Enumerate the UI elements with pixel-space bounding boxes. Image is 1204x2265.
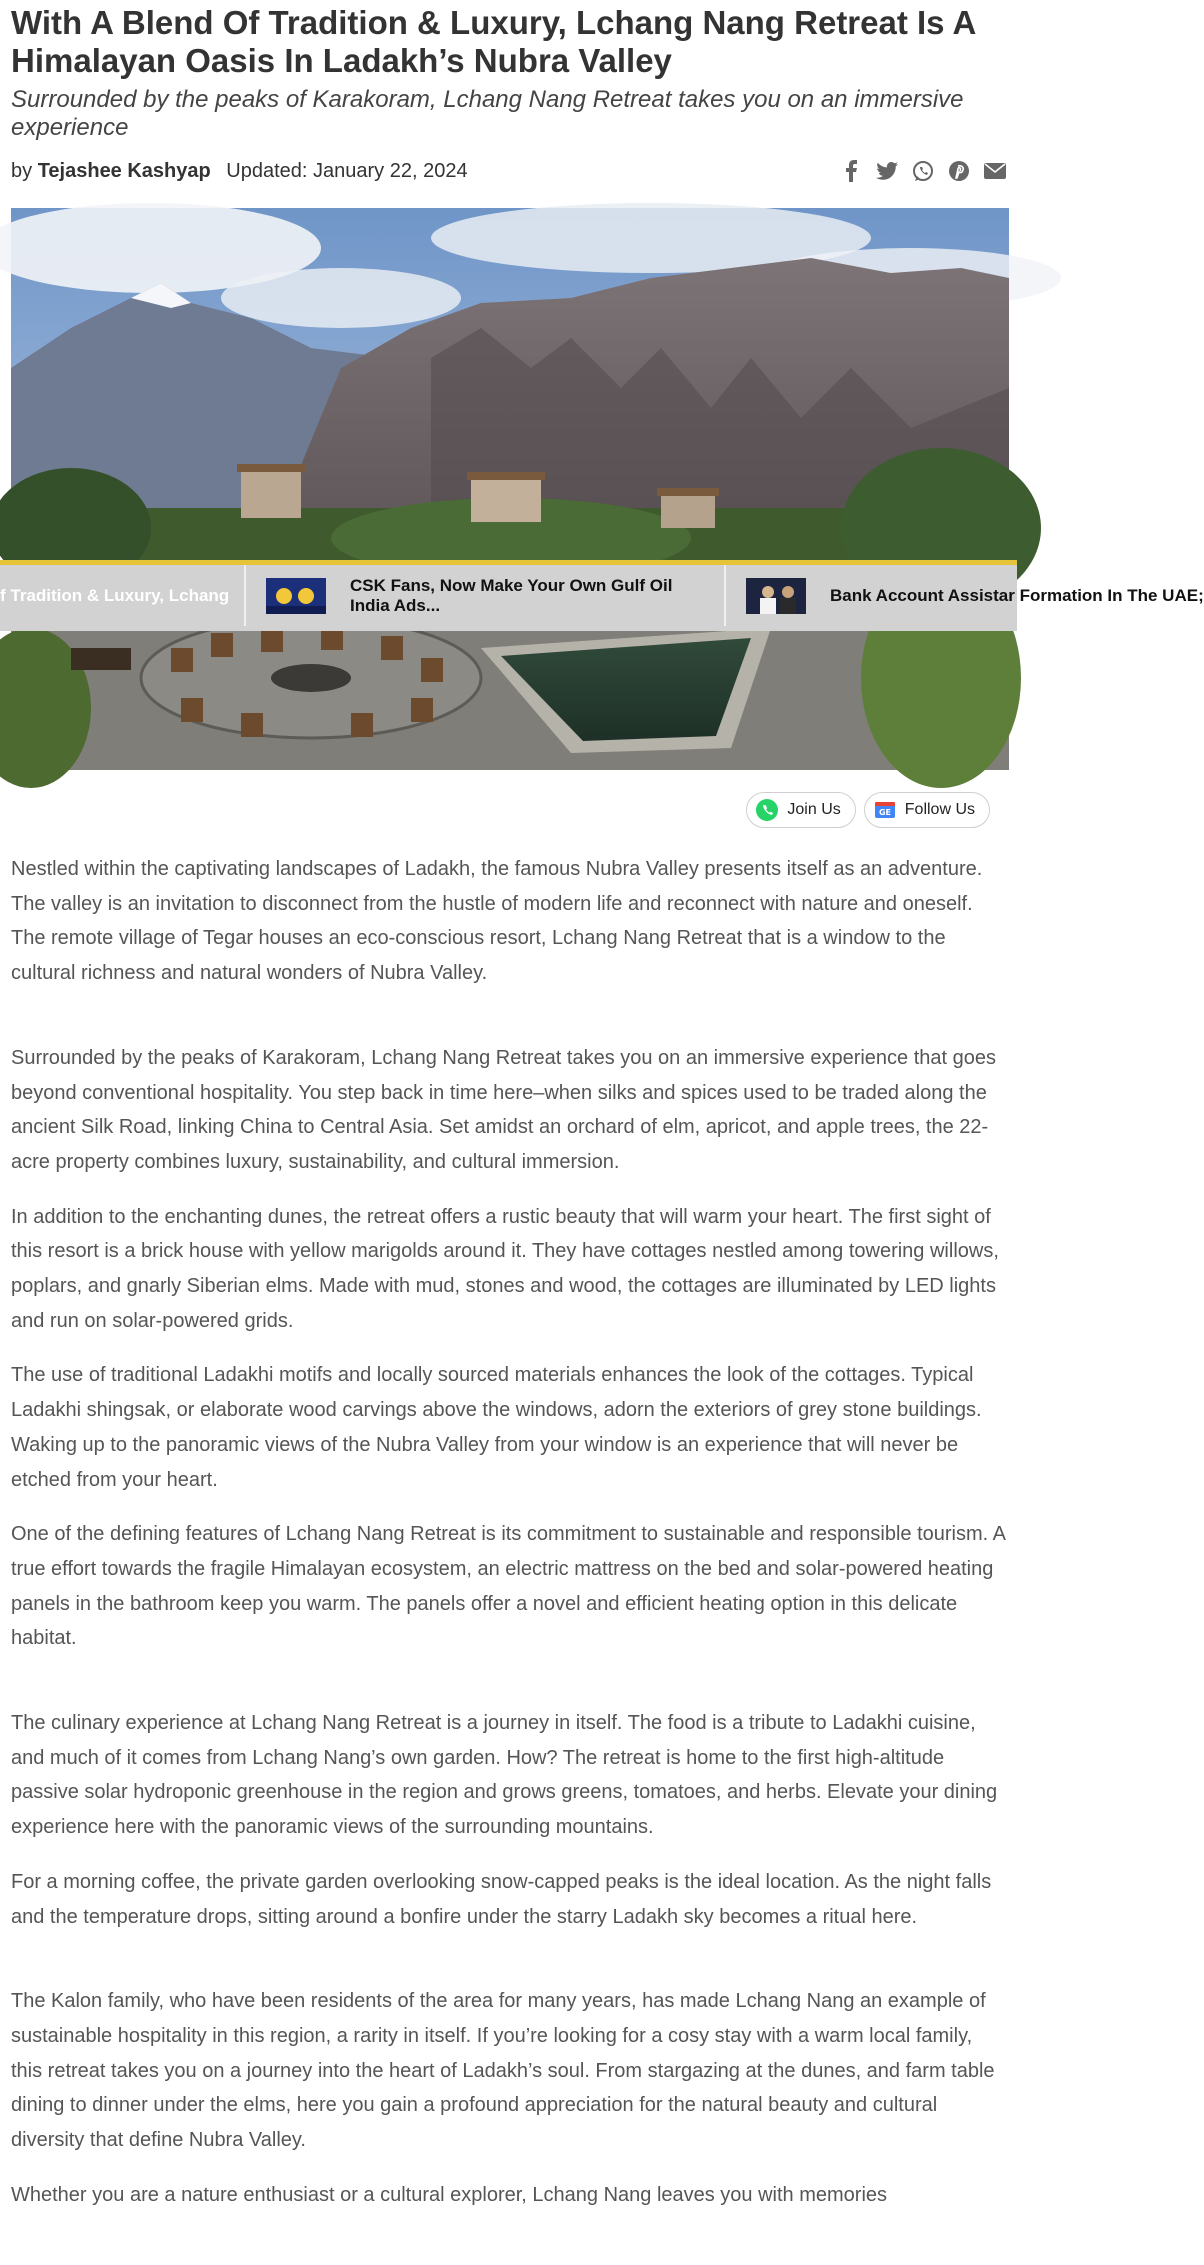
article-paragraph: Nestled within the captivating landscapes of Ladakh, the famous Nubra Valley presents itself as an adventure. The valley is an invitation to disconnect from the hustle of modern life and reconnect with nature and oneself. The remote village of Tegar houses an eco-conscious resort, Lchang Nang Retreat that is a window to the cultural richness and natural wonders of Nubra Valley. [11, 858, 983, 985]
ticker-item[interactable] [746, 565, 1204, 626]
author-link[interactable]: Tejashee Kashyap [37, 160, 211, 182]
join-us-button[interactable] [746, 792, 855, 828]
follow-us-label: Follow Us [904, 801, 975, 818]
article-paragraph: Whether you are a nature enthusiast or a cultural explorer, Lchang Nang leaves you with memories [11, 2183, 888, 2206]
ticker-item-label: CSK Fans, Now Make Your Own Gulf Oil India Ads... [350, 575, 673, 615]
article-header [11, 0, 1006, 186]
article-paragraph: In addition to the enchanting dunes, the retreat offers a rustic beauty that will warm your heart. The first sight of this resort is a brick house with yellow marigolds around it. They have cottages nestled among towering willows, poplars, and gnarly Siberian elms. Made with mud, stones and wood, the cottages are illuminated by LED lights and run on solar-powered grids. [11, 1205, 999, 1332]
email-icon[interactable] [984, 160, 1006, 182]
article-subtitle: Surrounded by the peaks of Karakoram, Lchang Nang Retreat takes you on an immersive experience [11, 86, 964, 141]
article-paragraph: One of the defining features of Lchang Nang Retreat is its commitment to sustainable and responsible tourism. A true effort towards the fragile Himalayan ecosystem, an electric mattress on the bed and solar-powered heating panels in the bathroom keep you warm. The panels offer a novel and efficient heating option in this delicate habitat. [11, 1523, 1005, 1650]
article-paragraph: For a morning coffee, the private garden overlooking snow-capped peaks is the ideal location. As the night falls and the temperature drops, sitting around a bonfire under the starry Ladakh sky becomes a ritual here. [11, 1870, 992, 1928]
ticker-item[interactable] [266, 565, 706, 626]
ticker-item[interactable] [0, 565, 240, 626]
article-paragraph: The use of traditional Ladakhi motifs and locally sourced materials enhances the look of the cottages. Typical Ladakhi shingsak, or elaborate wood carvings above the windows, adorn the exteriors of grey stone buildings. Waking up to the panoramic views of the Nubra Valley from your window is an experience that will never be etched from your heart. [11, 1364, 982, 1491]
ticker-thumbnail [266, 578, 326, 614]
byline [11, 156, 1006, 186]
article-title: With A Blend Of Tradition & Luxury, Lchang Nang Retreat Is A Himalayan Oasis In Ladakh’s Nubra Valley [11, 4, 976, 79]
ticker-item-label: f Tradition & Luxury, Lchang [0, 585, 230, 605]
svg-text:GE: GE [878, 808, 891, 817]
share-bar [840, 160, 1006, 182]
twitter-icon[interactable] [876, 160, 898, 182]
article-body [11, 852, 1006, 2233]
join-us-label: Join Us [787, 801, 841, 818]
whatsapp-icon [755, 798, 779, 822]
article-paragraph: The Kalon family, who have been residents of the area for many years, has made Lchang Nang an example of sustainable hospitality in this region, a rarity in itself. If you’re looking for a cosy stay with a warm local family, this retreat takes you on a journey into the heart of Ladakh’s soul. From stargazing at the dunes, and farm table dining to dinner under the elms, here you gain a profound appreciation for the natural beauty and cultural diversity that define Nubra Valley. [11, 1990, 995, 2152]
ticker-divider [724, 565, 726, 626]
article-paragraph: Surrounded by the peaks of Karakoram, Lchang Nang Retreat takes you on an immersive experience that goes beyond conventional hospitality. You step back in time here–when silks and spices used to be traded along the ancient Silk Road, linking China to Central Asia. Set amidst an orchard of elm, apricot, and apple trees, the 22-acre property combines luxury, sustainability, and cultural immersion. [11, 1046, 997, 1173]
ticker-thumbnail [746, 578, 806, 614]
pinterest-icon[interactable] [948, 160, 970, 182]
ticker-item-label: Bank Account Assistar Formation In The UAE; [830, 585, 1204, 605]
byline-prefix: by [11, 160, 33, 182]
follow-us-button[interactable] [864, 792, 990, 828]
hero-image [11, 208, 1009, 770]
article-paragraph: The culinary experience at Lchang Nang Retreat is a journey in itself. The food is a tribute to Ladakhi cuisine, and much of it comes from Lchang Nang’s own garden. How? The retreat is home to the first high-altitude passive solar hydroponic greenhouse in the region and grows greens, tomatoes, and herbs. Elevate your dining experience here with the panoramic views of the surrounding mountains. [11, 1712, 998, 1839]
updated-date: Updated: January 22, 2024 [226, 160, 468, 182]
google-news-icon [873, 798, 897, 822]
ticker-divider [244, 565, 246, 626]
social-actions [746, 792, 990, 828]
news-ticker [0, 560, 1204, 631]
whatsapp-icon[interactable] [912, 160, 934, 182]
facebook-icon[interactable] [840, 160, 862, 182]
